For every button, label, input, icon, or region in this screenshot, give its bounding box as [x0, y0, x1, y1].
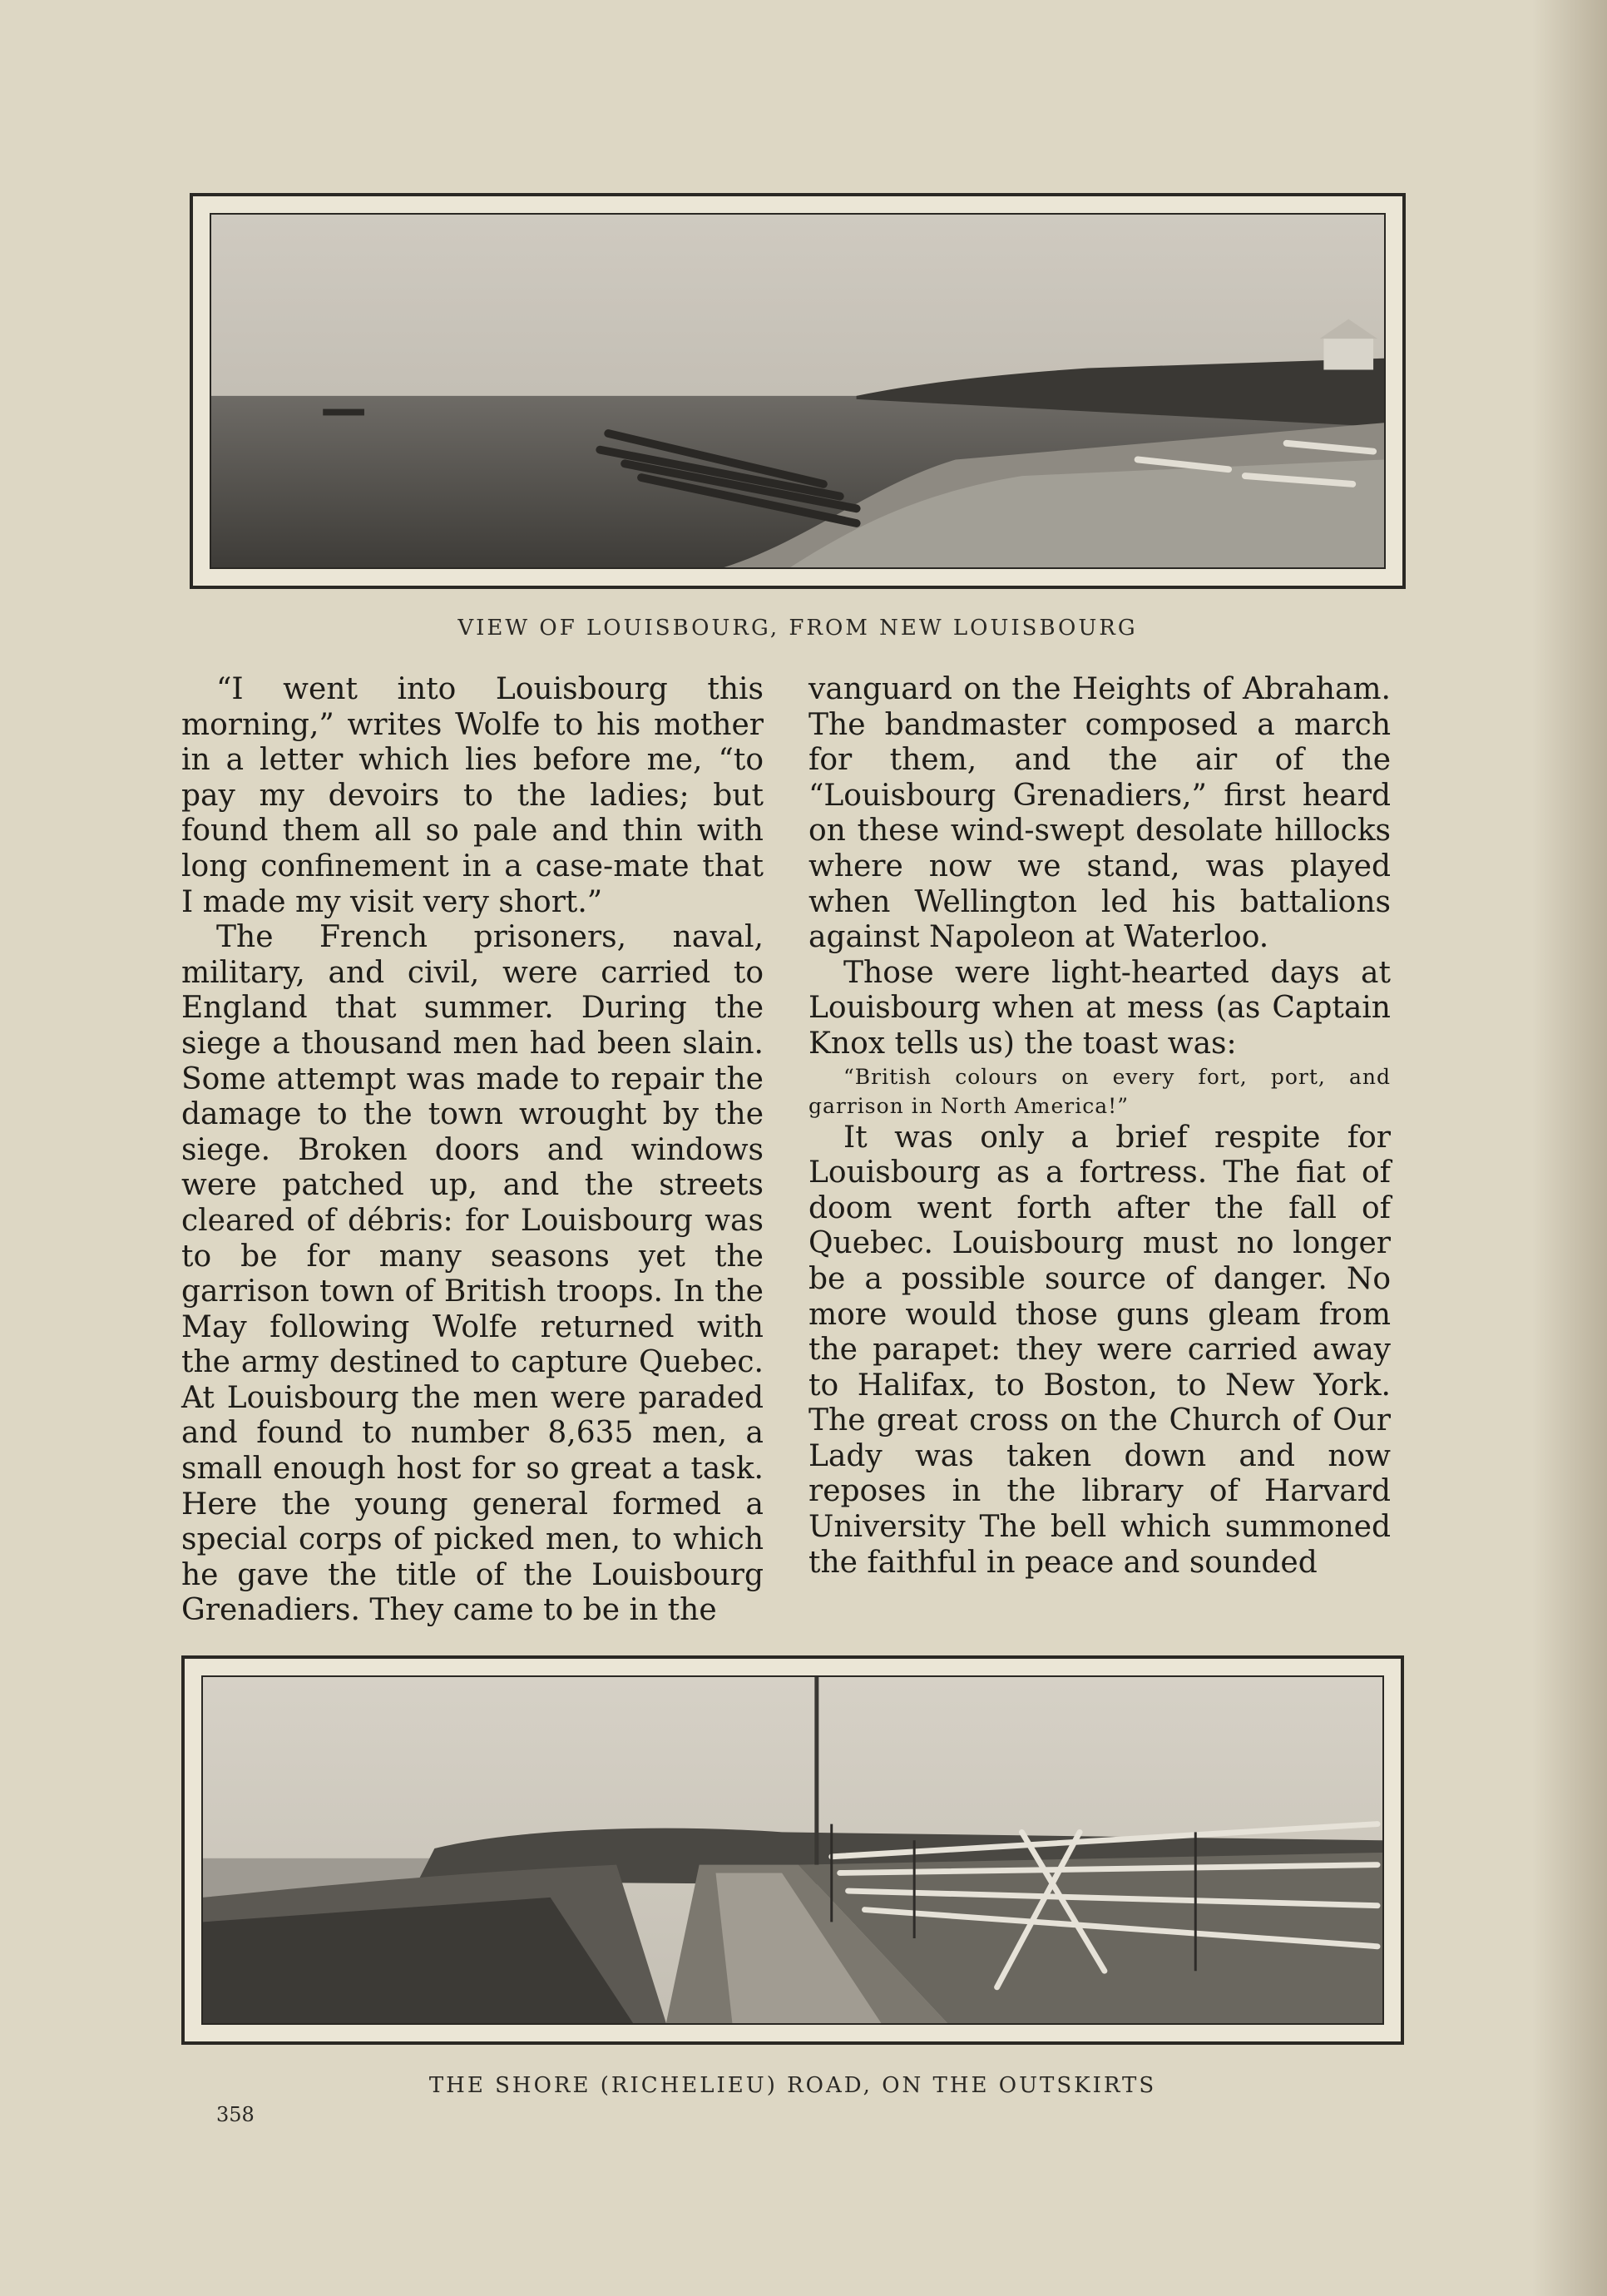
right-paragraph-3: It was only a brief respite for Louisbourg as a fortress. The fiat of doom went forth after the fall of Quebec. Louisbourg must no longer be a possible source of danger. No more would those guns gleam from the parapet: they were carried away to Halifax, to Boston, to New York. The great cross on the Church of Our Lady was taken down and now reposes in the library of Harvard University The bell which summoned the faithful in peace and sounded [808, 1120, 1391, 1580]
bottom-photo-frame [181, 1655, 1404, 2045]
top-photo [210, 213, 1386, 569]
left-column [181, 672, 764, 1629]
harbour-shoreline-image [211, 215, 1384, 567]
shore-road-image [203, 1677, 1382, 2023]
bottom-photo [201, 1675, 1384, 2025]
page-number: 358 [216, 2103, 255, 2126]
bottom-photo-caption: THE SHORE (RICHELIEU) ROAD, ON THE OUTSKIRTS [428, 2073, 1157, 2098]
left-paragraph-1: “I went into Louisbourg this morning,” writes Wolfe to his mother in a letter which lies before me, “to pay my devoirs to the ladies; but found them all so pale and thin with long confinement in a case-mate that I made my visit very short.” [181, 672, 764, 919]
right-paragraph-1: vanguard on the Heights of Abraham. The bandmaster composed a march for them, and the air of the “Louisbourg Grenadiers,” first heard on these wind-swept desolate hillocks where now we stand, was played when Wellington led his battalions against Napoleon at Waterloo. [808, 672, 1391, 955]
top-photo-caption: VIEW OF LOUISBOURG, FROM NEW LOUISBOURG [457, 616, 1138, 641]
top-photo-frame [190, 193, 1406, 589]
right-column [808, 672, 1391, 1581]
right-paragraph-2: Those were light-hearted days at Louisbourg when at mess (as Captain Knox tells us) the toast was: [808, 955, 1391, 1061]
page-edge-shadow [1532, 0, 1607, 2296]
left-paragraph-2: The French prisoners, naval, military, and civil, were carried to England that summer. During the siege a thousand men had been slain. Some attempt was made to repair the damage to the town wrought by the siege. Broken doors and windows were patched up, and the streets cleared of débris: for Louisbourg was to be for many seasons yet the garrison town of British troops. In the May following Wolfe returned with the army destined to capture Quebec. At Louisbourg the men were paraded and found to number 8,635 men, a small enough host for so great a task. Here the young general formed a special corps of picked men, to which he gave the title of the Louisbourg Grenadiers. They came to be in the [181, 920, 764, 1628]
toast-quote: “British colours on every fort, port, and garrison in North America!” [808, 1064, 1391, 1118]
